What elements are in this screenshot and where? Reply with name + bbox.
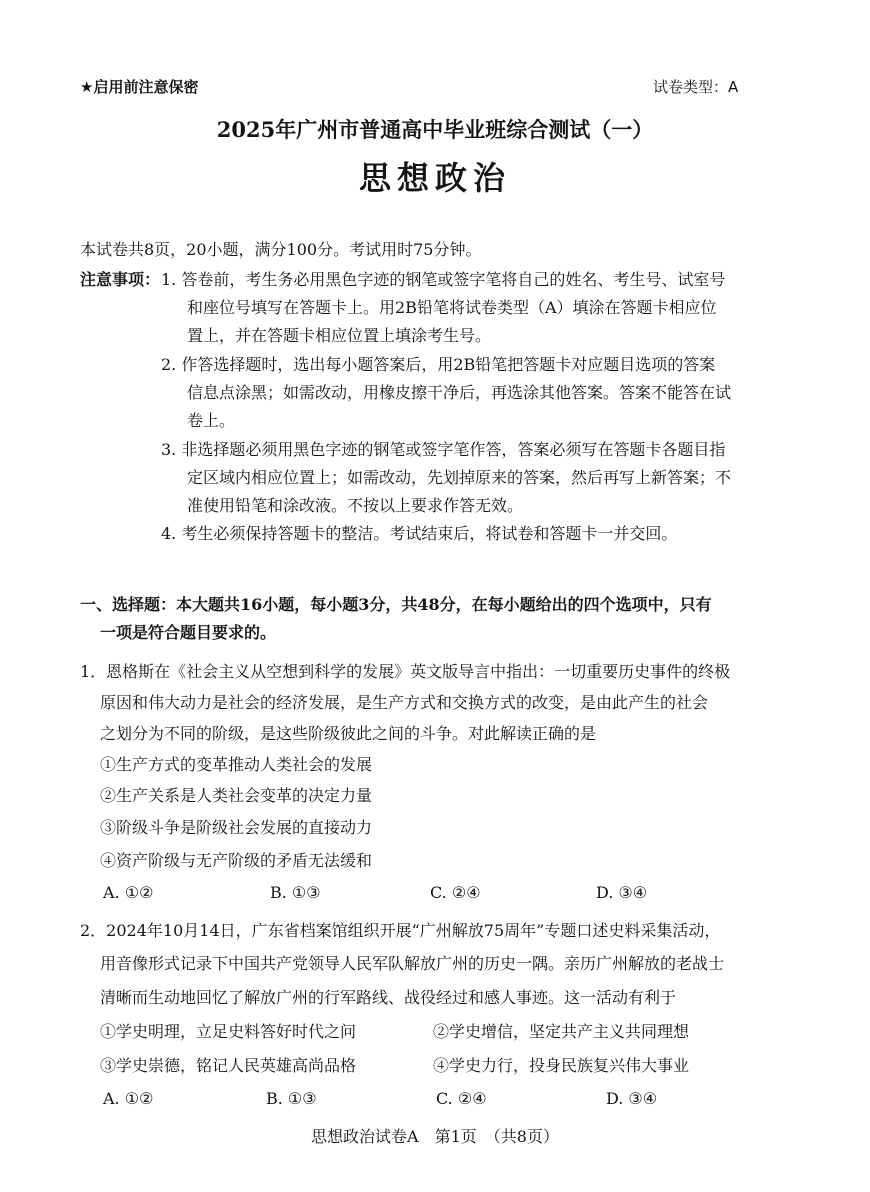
q1-statement-3: ③阶级斗争是阶级社会发展的直接动力 xyxy=(100,818,373,837)
q2-stem-line-2: 用音像形式记录下中国共产党领导人民军队解放广州的历史一隅。亲历广州解放的老战士 xyxy=(100,954,725,973)
subject-title: 思想政治 xyxy=(358,159,511,197)
note-3-line-3: 准使用铅笔和涂改液。不按以上要求作答无效。 xyxy=(187,496,524,515)
q2-statement-1: ①学史明理，立足史料答好时代之问 xyxy=(100,1022,357,1041)
q1-option-a: A. ①② xyxy=(103,883,154,902)
q2-option-d: D. ③④ xyxy=(606,1089,658,1108)
q1-statement-1: ①生产方式的变革推动人类社会的发展 xyxy=(100,755,373,774)
paper-type-label: 试卷类型：A xyxy=(653,78,739,96)
page-footer: 思想政治试卷A 第1页 （共8页） xyxy=(311,1127,559,1146)
q1-stem-line-2: 原因和伟大动力是社会的经济发展，是生产方式和交换方式的改变，是由此产生的社会 xyxy=(100,693,709,712)
q1-stem-line-1: 1．恩格斯在《社会主义从空想到科学的发展》英文版导言中指出：一切重要历史事件的终极 xyxy=(80,662,731,681)
q1-stem-line-3: 之划分为不同的阶级，是这些阶级彼此之间的斗争。对此解读正确的是 xyxy=(100,724,597,743)
section-heading: 一、选择题：本大题共16小题，每小题3分，共48分，在每小题给出的四个选项中，只有 xyxy=(80,595,712,614)
note-1-line-3: 置上，并在答题卡相应位置上填涂考生号。 xyxy=(187,326,492,345)
note-3-line-1: 3. 非选择题必须用黑色字迹的钢笔或签字笔作答，答案必须写在答题卡各题目指 xyxy=(161,440,726,459)
q2-statement-3: ③学史崇德，铭记人民英雄高尚品格 xyxy=(100,1056,357,1075)
q2-stem-line-3: 清晰而生动地回忆了解放广州的行军路线、战役经过和感人事迹。这一活动有利于 xyxy=(100,988,677,1007)
note-3-line-2: 定区域内相应位置上；如需改动，先划掉原来的答案，然后再写上新答案；不 xyxy=(187,468,732,487)
q1-option-c: C. ②④ xyxy=(430,883,481,902)
q2-option-a: A. ①② xyxy=(103,1089,154,1108)
q1-statement-2: ②生产关系是人类社会变革的决定力量 xyxy=(100,786,373,805)
section-heading-cont: 一项是符合题目要求的。 xyxy=(100,623,277,642)
note-4-line-1: 4. 考生必须保持答题卡的整洁。考试结束后，将试卷和答题卡一并交回。 xyxy=(161,524,678,543)
exam-intro: 本试卷共8页，20小题，满分100分。考试用时75分钟。 xyxy=(80,240,482,259)
q1-option-d: D. ③④ xyxy=(596,883,648,902)
confidential-notice: ★启用前注意保密 xyxy=(80,78,199,96)
note-2-line-3: 卷上。 xyxy=(187,411,236,430)
exam-title: 2025年广州市普通高中毕业班综合测试（一） xyxy=(216,117,654,142)
q2-statement-4: ④学史力行，投身民族复兴伟大事业 xyxy=(433,1056,690,1075)
notes-label: 注意事项： xyxy=(80,270,161,289)
q2-statement-2: ②学史增信，坚定共产主义共同理想 xyxy=(433,1022,690,1041)
note-1-line-2: 和座位号填写在答题卡上。用2B铅笔将试卷类型（A）填涂在答题卡相应位 xyxy=(187,298,717,317)
note-2-line-2: 信息点涂黑；如需改动，用橡皮擦干净后，再选涂其他答案。答案不能答在试 xyxy=(187,383,732,402)
note-2-line-1: 2. 作答选择题时，选出每小题答案后，用2B铅笔把答题卡对应题目选项的答案 xyxy=(161,355,716,374)
q2-option-c: C. ②④ xyxy=(436,1089,487,1108)
note-1-line-1: 1. 答卷前，考生务必用黑色字迹的钢笔或签字笔将自己的姓名、考生号、试室号 xyxy=(161,270,726,289)
q2-stem-line-1: 2．2024年10月14日，广东省档案馆组织开展“广州解放75周年”专题口述史料采集活动， xyxy=(80,921,721,940)
q1-option-b: B. ①③ xyxy=(270,883,321,902)
q1-statement-4: ④资产阶级与无产阶级的矛盾无法缓和 xyxy=(100,851,373,870)
q2-option-b: B. ①③ xyxy=(266,1089,317,1108)
